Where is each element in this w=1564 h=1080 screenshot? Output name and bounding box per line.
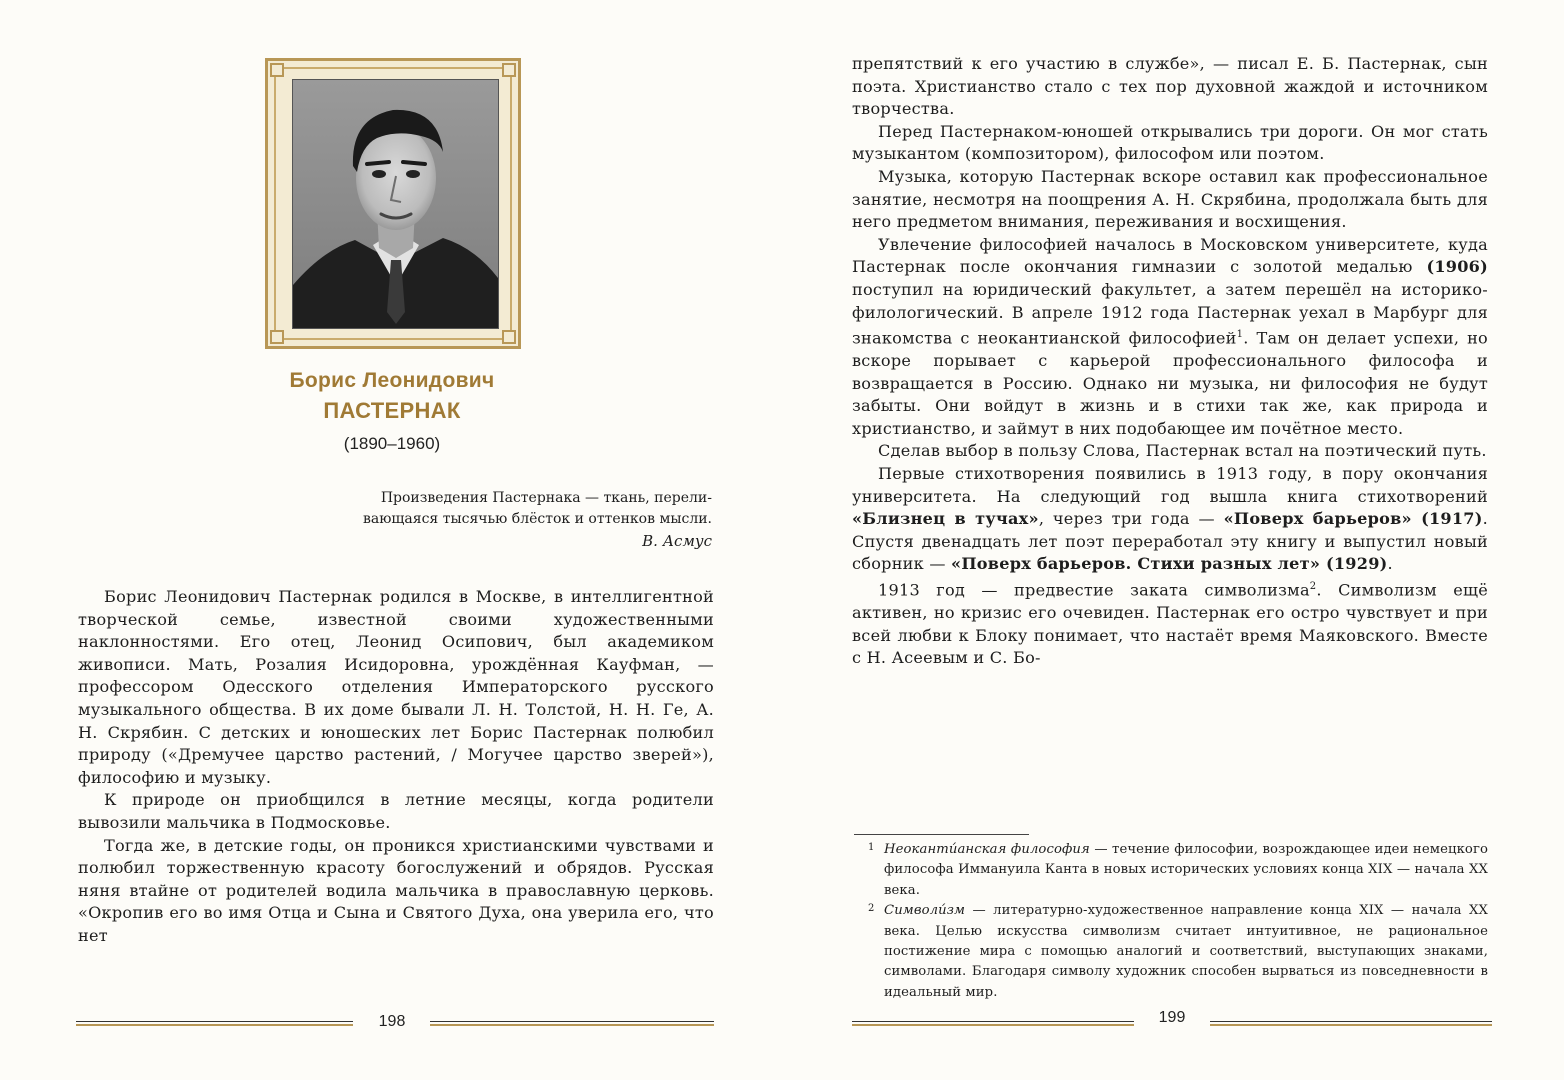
frame-corner-ornament <box>270 330 284 344</box>
page-number: 198 <box>378 1013 406 1030</box>
right-body-text <box>852 53 1488 670</box>
footnote-mark: 2 <box>868 903 875 915</box>
epigraph-line: Произведения Пастернака — ткань, перели- <box>380 490 712 506</box>
page-number: 199 <box>1158 1009 1186 1026</box>
footnote-ref: 2 <box>1309 581 1317 593</box>
year-emphasis: (1906) <box>1426 257 1488 277</box>
paragraph-symbolism: 1913 год — предвестие заката символизма$^2$. Символизм ещё активен, но кризис его очевиден. Пастернак его остро чувствует и при всей любви к Блоку понимает, что настаёт время Маяковского. Вместе с Н. Асеевым и С. Бо- <box>852 580 1488 668</box>
footer-rule <box>1210 1021 1492 1027</box>
footnote-mark: 1 <box>868 842 875 853</box>
footer-rule <box>852 1021 1134 1027</box>
page-footer <box>852 1009 1492 1037</box>
portrait-frame <box>265 58 521 349</box>
book-title: «Поверх барьеров» (1917) <box>1223 509 1483 529</box>
footnote: 1 Неоканти́анская философия — течение философии, возрождающее идеи немецкого философа Иммануила Канта в новых исторических условиях конца XIX — начала XX века. <box>854 840 1488 901</box>
frame-corner-ornament <box>502 63 516 77</box>
paragraph-continued: препятствий к его участию в службе», — писал Е. Б. Пастернак, сын поэта. Христианство стало с тех пор духовной жаждой и источником творчества. <box>852 54 1488 119</box>
paragraph: Сделав выбор в пользу Слова, Пастернак встал на поэтический путь. <box>878 441 1487 461</box>
paragraph: Тогда же, в детские годы, он проникся христианскими чувствами и полюбил торжественную красоту богослужений и обрядов. Русская няня втайне от родителей водила мальчика в православную церковь. «Окропив его во имя Отца и Сына и Святого Духа, она уверила его, что нет <box>78 835 714 945</box>
epigraph <box>300 488 712 530</box>
book-title: «Близнец в тучах» <box>852 509 1039 529</box>
author-portrait-photo <box>292 79 499 329</box>
footer-rule <box>76 1021 353 1027</box>
paragraph: Перед Пастернаком-юношей открывались три дороги. Он мог стать музыкантом (композитором), философом или поэтом. <box>852 121 1488 164</box>
footnote-term: Неоканти́анская философия <box>884 842 1090 857</box>
paragraph-first-poems: Первые стихотворения появились в 1913 году, в пору окончания университета. На следующий год вышла книга стихотворений «Близнец в тучах», через три года — «Поверх барьеров» (1917). Спустя двенадцать лет поэт переработал эту книгу и выпустил новый сборник — «Поверх барьеров. Стихи разных лет» (1929). <box>852 464 1488 574</box>
footnote: 2 Символи́зм — литературно-художественное направление конца XIX — начала XX века. Целью искусства символизм считает интуитивное, не рациональное постижение мира с помощью аналогий и соответствий, выступающих знаками, символами. Благодаря символу художник способен вырваться из повседневности в идеальный мир. <box>854 901 1488 1003</box>
epigraph-line: вающаяся тысячью блёсток и оттенков мысли. <box>362 511 712 527</box>
frame-corner-ornament <box>502 330 516 344</box>
footnotes <box>854 840 1488 1003</box>
footnote-term: Символи́зм <box>884 903 966 919</box>
footer-rule <box>430 1021 714 1027</box>
right-page <box>782 0 1564 1080</box>
footnote-ref: 1 <box>1236 329 1244 341</box>
page-footer <box>76 1013 714 1037</box>
portrait-illustration <box>293 80 498 328</box>
paragraph: К природе он приобщился в летние месяцы, когда родители вывозили мальчика в Подмосковье. <box>78 790 714 832</box>
left-body-text <box>78 586 714 948</box>
footnote-divider <box>854 834 1029 835</box>
author-last-name: ПАСТЕРНАК <box>323 398 461 423</box>
epigraph-author: В. Асмус <box>642 532 712 550</box>
book-title: «Поверх барьеров. Стихи разных лет» (1929) <box>951 554 1388 574</box>
author-years: (1890–1960) <box>343 434 441 453</box>
author-first-names: Борис Леонидович <box>289 369 495 392</box>
paragraph: Музыка, которую Пастернак вскоре оставил как профессиональное занятие, несмотря на поощрения А. Н. Скрябина, продолжала быть для него предметом внимания, переживания и восхищения. <box>852 166 1488 232</box>
frame-corner-ornament <box>270 63 284 77</box>
paragraph-philosophy: Увлечение философией началось в Московском университете, куда Пастернак после окончания гимназии с золотой медалью (1906) поступил на юридический факультет, а затем перешёл на историко-филологический. В апреле 1912 года Пастернак уехал в Марбург для знакомства с неокантианской философией$^1$. Там он делает успехи, но вскоре порывает с карьерой профессионального философа и возвращается в Россию. Однако ни музыка, ни философия не будут забыты. Они войдут в жизнь и в стихи так же, как природа и христианство, и займут в них подобающее им почётное место. <box>852 234 1488 438</box>
paragraph: Борис Леонидович Пастернак родился в Москве, в интеллигентной творческой семье, известной своими художественными наклонностями. Его отец, Леонид Осипович, был академиком живописи. Мать, Розалия Исидоровна, урождённая Кауфман, — профессором Одесского отделения Императорского русского музыкального общества. В их доме бывали Л. Н. Толстой, Н. Н. Ге, А. Н. Скрябин. С детских и юношеских лет Борис Пастернак полюбил природу («Дремучее царство растений, / Могучее царство зверей»), философию и музыку. <box>78 587 714 787</box>
